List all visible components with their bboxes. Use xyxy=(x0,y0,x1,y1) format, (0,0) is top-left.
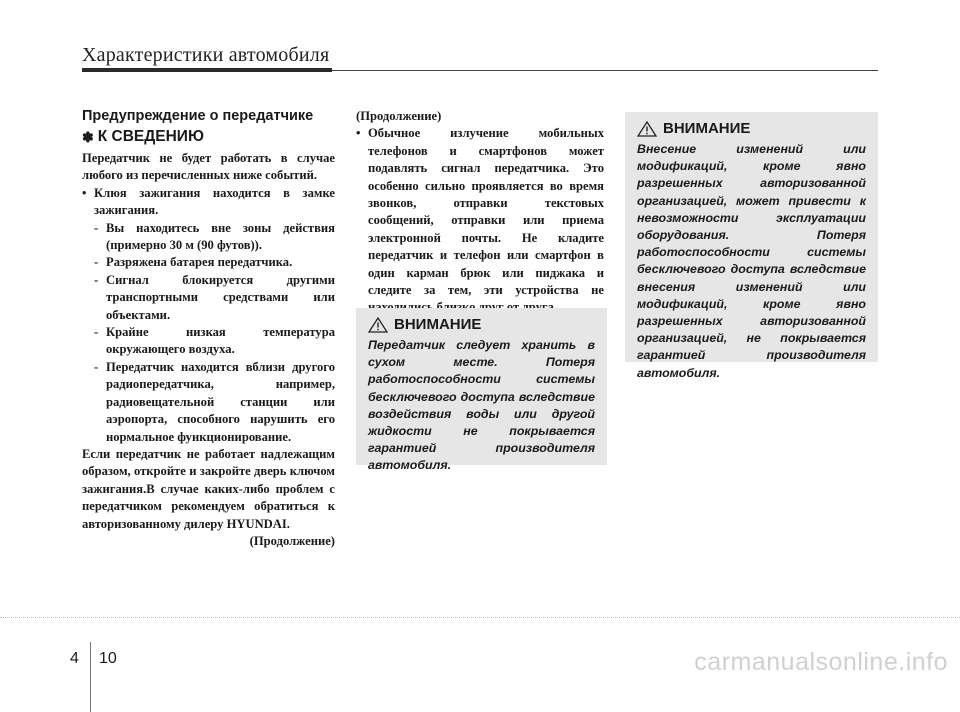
list-item xyxy=(82,185,335,220)
continued-label: (Продолжение) xyxy=(356,109,442,123)
page-number-value: 10 xyxy=(99,650,117,667)
warning-box xyxy=(625,112,878,380)
header-rule-thin xyxy=(332,70,878,71)
dash-icon: - xyxy=(94,325,99,340)
warning-icon xyxy=(637,121,657,137)
outro-paragraph: Если передатчик не работает надлежащим образом, откройте и закройте дверь ключом зажигания.В случае каких-либо проблем с передатчиком рекомендуем обратиться к авторизованному дилеру HYUNDAI. xyxy=(82,446,335,531)
caution-heading xyxy=(82,128,335,146)
list-item-text: Обычное излучение мобильных телефонов и смартфонов может подавлять сигнал передатчика. Это особенно сильно проявляется во время звонков, отправки текстовых сообщений, отправки или приема электронной почты. Не кладите передатчик и телефон или смартфон в один карман брюк или пиджака и следите за тем, эти устройства не xyxy=(368,126,604,298)
dash-icon: - xyxy=(94,359,99,374)
warning-text: Внесение изменений или модификаций, кроме явно разрешенных авторизованной организацией, может привести к невозможности эксплуатации оборудования. Потеря работоспособности системы бесключевого доступа вследствие внесения изменений или модификаций, кроме явно разрешенных авторизованной организацией, не покрывается гарантией производителя автомобиля. xyxy=(637,142,866,380)
header-title: Характеристики автомобиля xyxy=(82,44,330,66)
warning-text: Передатчик следует хранить в сухом месте. Потеря работоспособности системы бесключевого доступа вследствие воздействия воды или другой жидкости не покрывается гарантией производителя автомобиля. xyxy=(368,338,595,473)
section-title: Предупреждение о передатчике xyxy=(82,108,314,124)
dash-icon: - xyxy=(94,220,99,235)
list-item-text: Передатчик находится вблизи другого радиопередатчика, например, радиовещательной станции или аэропорта, способного нарушить его нормальное функционирование. xyxy=(106,359,335,444)
list-item-text: Клюя зажигания находится в замке зажигания. xyxy=(94,185,335,218)
page-number xyxy=(70,624,117,694)
column-left xyxy=(82,108,335,550)
intro-paragraph: Передатчик не будет работать в случае любого из перечисленных ниже событий. xyxy=(82,151,335,183)
list-item xyxy=(82,220,335,255)
dash-icon: - xyxy=(94,255,99,270)
list-item-text: Сигнал блокируется другими транспортными средствами или объектами. xyxy=(106,272,335,322)
list-item xyxy=(82,254,335,271)
continued-label: (Продолжение) xyxy=(249,533,335,548)
bullet-icon: • xyxy=(82,185,87,200)
list-item-text: Разряжена батарея передатчика. xyxy=(106,255,293,270)
page-number-divider xyxy=(90,642,91,712)
list-item xyxy=(356,125,604,316)
list-item xyxy=(82,359,335,446)
list-item-text: Вы находитесь вне зоны действия (примерно 30 м (90 футов)). xyxy=(106,220,335,253)
footer-divider xyxy=(0,617,960,618)
caution-label: К СВЕДЕНИЮ xyxy=(97,128,204,145)
list-item xyxy=(82,324,335,359)
warning-heading xyxy=(637,120,866,137)
dash-icon: - xyxy=(94,272,99,287)
list-item xyxy=(82,272,335,324)
list-item-text: Крайне низкая температура окружающего воздуха. xyxy=(106,325,335,357)
column-middle xyxy=(356,108,604,317)
chapter-number: 4 xyxy=(70,650,79,667)
header-rule xyxy=(82,68,332,72)
warning-heading xyxy=(368,316,595,333)
bullet-icon: • xyxy=(356,126,361,141)
warning-box xyxy=(356,308,607,473)
warning-icon xyxy=(368,317,388,333)
watermark: carmanualsonline.info xyxy=(694,648,948,676)
star-icon: ✽ xyxy=(82,128,94,145)
warning-label: ВНИМАНИЕ xyxy=(663,120,751,137)
warning-label: ВНИМАНИЕ xyxy=(394,316,482,333)
